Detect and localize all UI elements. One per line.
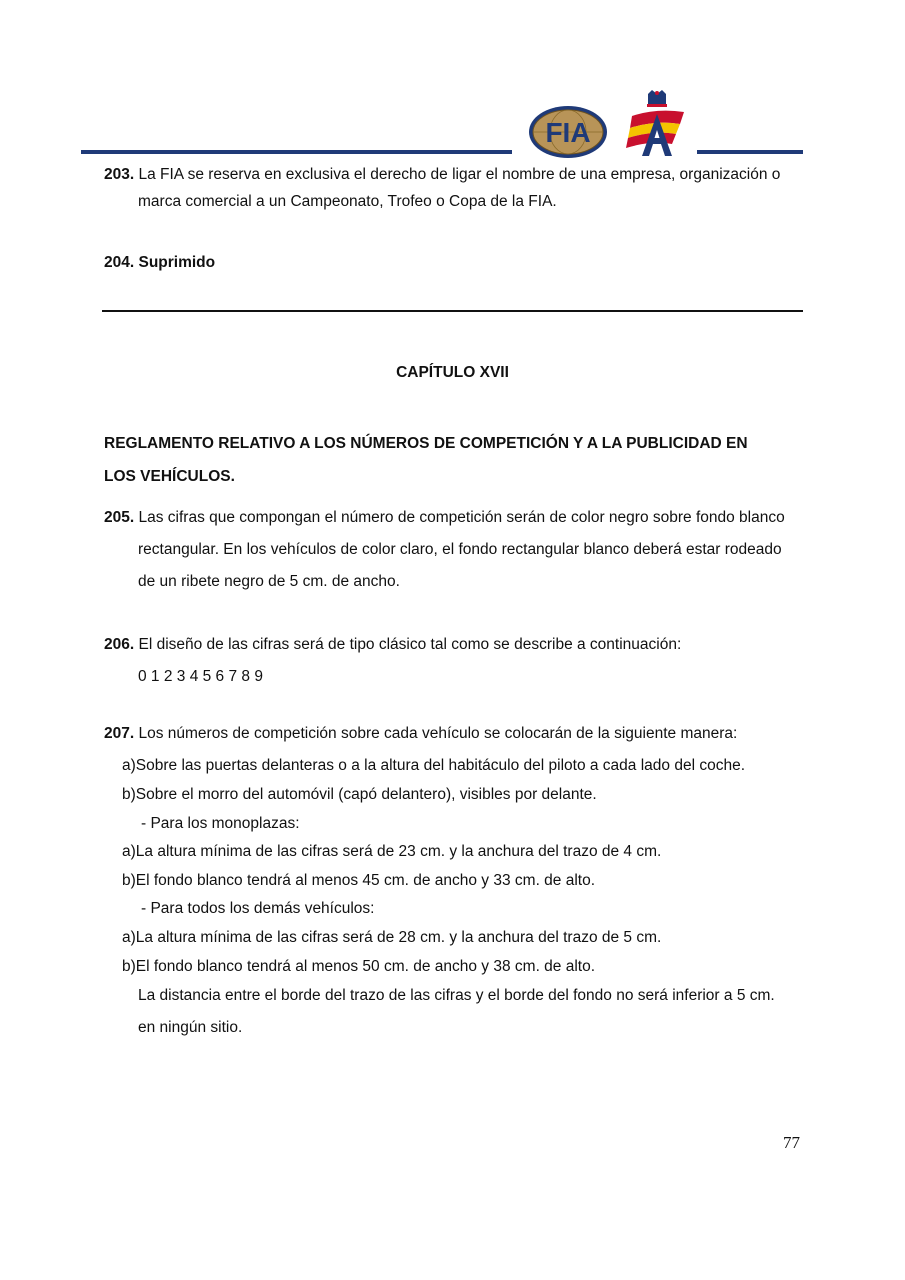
subheading-other-vehicles: - Para todos los demás vehículos: xyxy=(141,900,375,917)
article-text: Los números de competición sobre cada vehículo se colocarán de la siguiente manera: xyxy=(138,725,738,742)
section-heading-text: REGLAMENTO RELATIVO A LOS NÚMEROS DE COMPETICIÓN Y A LA PUBLICIDAD EN xyxy=(104,435,748,452)
section-heading-line2: LOS VEHÍCULOS. xyxy=(104,468,235,485)
rfeda-logo xyxy=(626,90,688,156)
page-number: 77 xyxy=(783,1133,800,1152)
section-divider xyxy=(102,310,803,312)
closing-text-line2: en ningún sitio. xyxy=(138,1019,243,1036)
list-item: a)Sobre las puertas delanteras o a la altura del habitáculo del piloto a cada lado del coche. xyxy=(122,757,745,774)
article-204 xyxy=(104,254,215,272)
fia-logo-text: FIA xyxy=(545,117,591,148)
article-number: 205. xyxy=(104,509,135,526)
list-item: b)El fondo blanco tendrá al menos 45 cm. de ancho y 33 cm. de alto. xyxy=(122,872,596,889)
article-205-line2: rectangular. En los vehículos de color claro, el fondo rectangular blanco deberá estar rodeado xyxy=(138,541,782,558)
closing-text-line1: La distancia entre el borde del trazo de las cifras y el borde del fondo no será inferior a 5 cm. xyxy=(138,987,775,1004)
list-item: a)La altura mínima de las cifras será de 23 cm. y la anchura del trazo de 4 cm. xyxy=(122,843,662,860)
article-203 xyxy=(104,166,780,184)
list-item: a)La altura mínima de las cifras será de 28 cm. y la anchura del trazo de 5 cm. xyxy=(122,929,662,946)
chapter-title: CAPÍTULO XVII xyxy=(396,364,509,381)
list-item: b)El fondo blanco tendrá al menos 50 cm. de ancho y 38 cm. de alto. xyxy=(122,958,596,975)
article-203-line2: marca comercial a un Campeonato, Trofeo o Copa de la FIA. xyxy=(138,193,557,210)
article-number: 206. xyxy=(104,636,135,653)
article-number: 203. xyxy=(104,166,135,183)
article-text: El diseño de las cifras será de tipo clásico tal como se describe a continuación: xyxy=(138,636,682,653)
digit-samples: 0 1 2 3 4 5 6 7 8 9 xyxy=(138,668,263,685)
header-rule-right xyxy=(697,150,803,154)
article-205 xyxy=(104,509,785,527)
article-206 xyxy=(104,636,681,654)
article-text: Las cifras que compongan el número de competición serán de color negro sobre fondo blanco xyxy=(138,509,785,526)
header-rule-left xyxy=(81,150,512,154)
article-number: 204. xyxy=(104,254,135,271)
list-item: b)Sobre el morro del automóvil (capó delantero), visibles por delante. xyxy=(122,786,597,803)
subheading-monoplazas: - Para los monoplazas: xyxy=(141,815,300,832)
section-heading-line1 xyxy=(104,435,800,453)
article-number: 207. xyxy=(104,725,135,742)
article-205-line3: de un ribete negro de 5 cm. de ancho. xyxy=(138,573,400,590)
article-207 xyxy=(104,725,737,743)
article-text: Suprimido xyxy=(138,254,216,271)
fia-logo xyxy=(527,104,609,160)
article-text: La FIA se reserva en exclusiva el derecho de ligar el nombre de una empresa, organización o xyxy=(138,166,781,183)
